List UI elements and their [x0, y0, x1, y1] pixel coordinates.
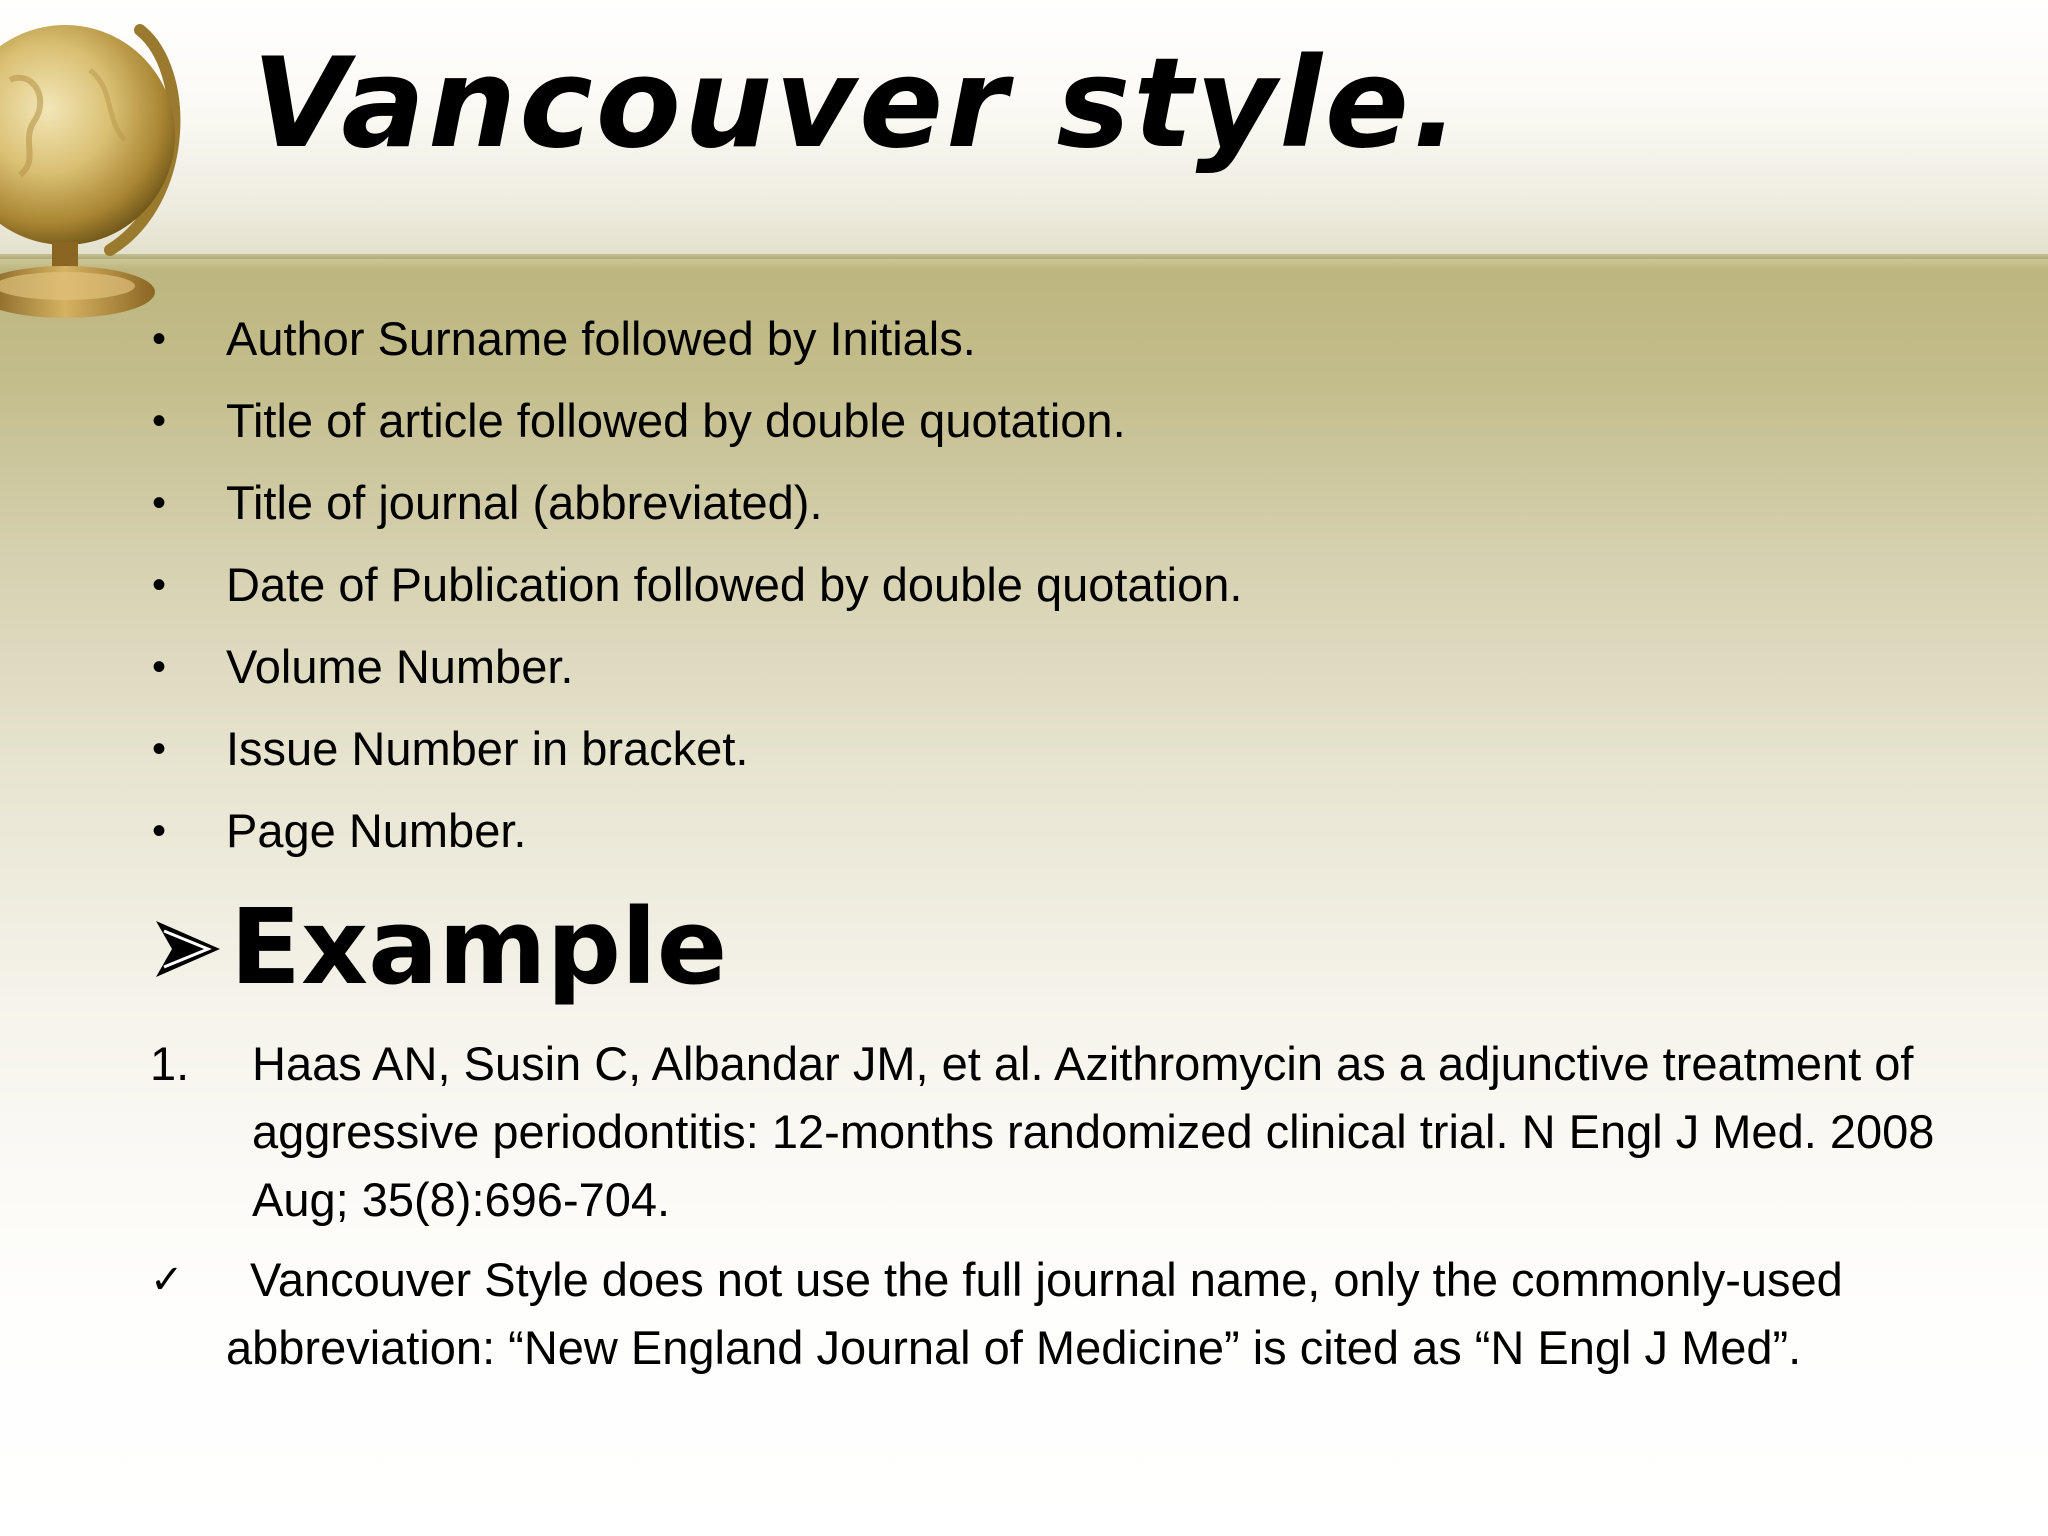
list-item: • Date of Publication followed by double quotation.	[150, 551, 1242, 633]
list-item: • Page Number.	[150, 797, 1242, 879]
arrow-bullet-icon	[150, 911, 226, 987]
criteria-list	[150, 305, 1242, 879]
list-item: • Title of article followed by double quotation.	[150, 387, 1242, 469]
reference-list	[150, 1030, 2000, 1234]
list-item: • Volume Number.	[150, 633, 1242, 715]
bullet-icon: •	[152, 563, 167, 607]
globe-icon	[0, 0, 200, 340]
bullet-icon: •	[152, 809, 167, 853]
reference-number: 1.	[150, 1037, 190, 1090]
header-divider	[0, 254, 2048, 259]
bullet-icon: •	[152, 399, 167, 443]
note-text: Vancouver Style does not use the full journal name, only the commonly-used abbreviation: “New England Journal of Medicine” is cited as “N Engl J Med”.	[226, 1253, 1843, 1374]
note	[150, 1246, 2026, 1382]
list-item: • Title of journal (abbreviated).	[150, 469, 1242, 551]
reference-text: Haas AN, Susin C, Albandar JM, et al. Azithromycin as a adjunctive treatment of aggressive periodontitis: 12-months randomized clinical trial. N Engl J Med. 2008 Aug; 35(8):696-704.	[252, 1037, 1935, 1226]
reference-item	[150, 1030, 2000, 1234]
bullet-icon: •	[152, 317, 167, 361]
example-heading: Example	[150, 888, 727, 1008]
list-item: • Author Surname followed by Initials.	[150, 305, 1242, 387]
bullet-icon: •	[152, 481, 167, 525]
check-icon: ✓	[150, 1257, 184, 1303]
bullet-icon: •	[152, 645, 167, 689]
list-item: • Issue Number in bracket.	[150, 715, 1242, 797]
slide-title: Vancouver style.	[252, 32, 1463, 176]
bullet-icon: •	[152, 727, 167, 771]
